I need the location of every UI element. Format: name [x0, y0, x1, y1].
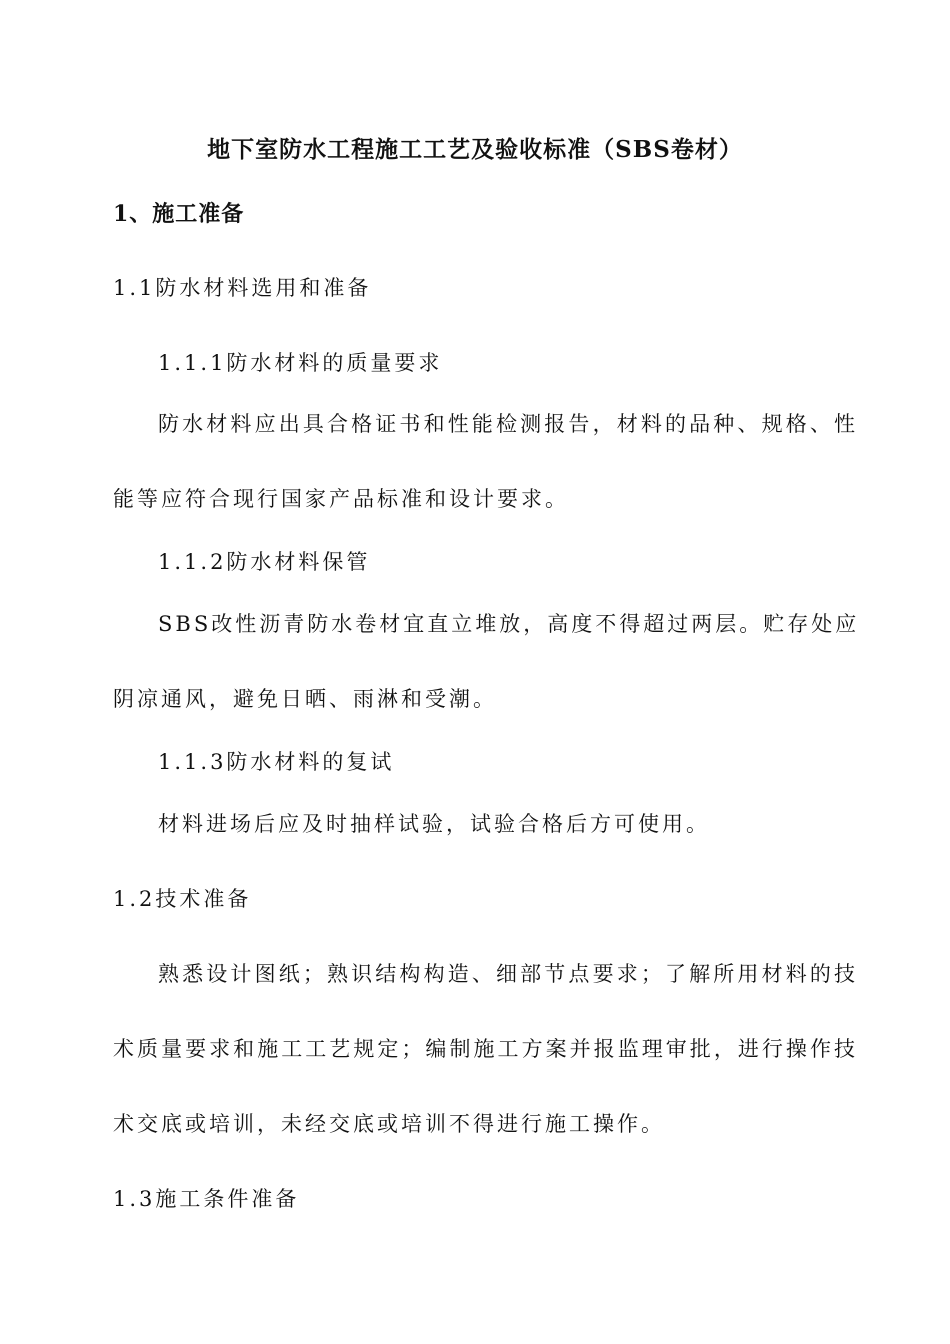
document-title: 地下室防水工程施工工艺及验收标准（SBS卷材）	[207, 136, 743, 163]
paragraph-line: 阴凉通风，避免日晒、雨淋和受潮。	[113, 687, 497, 711]
paragraph-line: 熟悉设计图纸；熟识结构构造、细部节点要求；了解所用材料的技	[158, 962, 858, 986]
paragraph-line: 术交底或培训，未经交底或培训不得进行施工操作。	[113, 1112, 665, 1136]
section-heading-1-1-3: 1.1.3防水材料的复试	[158, 750, 395, 774]
paragraph-line: 能等应符合现行国家产品标准和设计要求。	[113, 487, 569, 511]
section-heading-1-2: 1.2技术准备	[113, 887, 252, 911]
section-heading-1-1-2: 1.1.2防水材料保管	[158, 550, 371, 574]
section-heading-1: 1、施工准备	[113, 201, 245, 227]
paragraph-line: 术质量要求和施工工艺规定；编制施工方案并报监理审批，进行操作技	[113, 1037, 858, 1061]
paragraph-line: SBS改性沥青防水卷材宜直立堆放，高度不得超过两层。贮存处应	[158, 612, 860, 636]
section-heading-1-1: 1.1防水材料选用和准备	[113, 276, 372, 300]
section-heading-1-1-1: 1.1.1防水材料的质量要求	[158, 351, 443, 375]
paragraph-line: 防水材料应出具合格证书和性能检测报告，材料的品种、规格、性	[158, 412, 858, 436]
section-heading-1-3: 1.3施工条件准备	[113, 1187, 300, 1211]
paragraph-line: 材料进场后应及时抽样试验，试验合格后方可使用。	[158, 812, 710, 836]
